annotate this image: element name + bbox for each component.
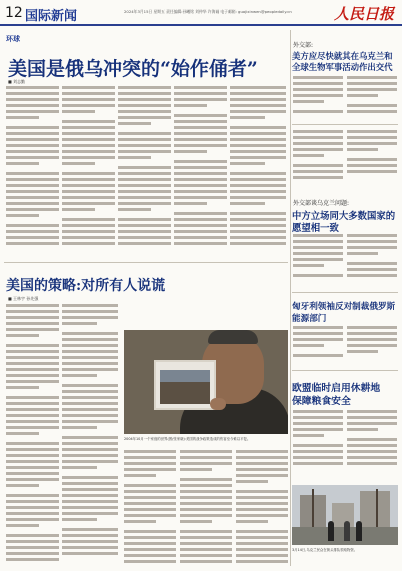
photo-caption: 2004年10月一个家庭的世界(图/张家晓):美国的战争政策造成的伤害至今难以平复。: [124, 437, 251, 441]
sidebar-divider-2: [292, 292, 398, 293]
article1-text-col2: [62, 86, 115, 256]
sidebar-text-1b: [347, 76, 397, 120]
article1-text-col1: [6, 86, 59, 256]
held-photograph: [154, 360, 216, 410]
sidebar-text-1a: [293, 76, 343, 120]
article2-byline: ■ 王林宇 孙先强: [8, 296, 39, 301]
newspaper-logo: 人民日报: [333, 5, 394, 23]
sidebar-label-2: 外交部谈乌克兰问题:: [293, 200, 350, 207]
sidebar-text-1c: [293, 130, 343, 194]
sidebar-text-4a: [293, 410, 343, 482]
article1-byline: ■ 刘志勤: [8, 79, 26, 84]
sidebar-photo-caption: 3月14日,乌克兰民众在街头排队领取物资。: [292, 548, 358, 552]
article2-text-col1: [6, 304, 59, 564]
article-divider: [4, 262, 288, 263]
page-number: 12: [5, 5, 23, 21]
article1-title: 美国是俄乌冲突的“始作俑者”: [8, 58, 258, 80]
sidebar-text-3a: [293, 326, 343, 366]
sidebar-text-1d: [347, 130, 397, 194]
sidebar-title-2b: 愿望相一致: [292, 223, 339, 234]
sidebar-title-4a: 欧盟临时启用休耕地: [292, 383, 381, 394]
sidebar-text-2b: [347, 234, 397, 288]
sidebar-title-3a: 匈牙利领袖反对制裁俄罗斯: [292, 302, 396, 312]
article2-title: 美国的策略:对所有人说谎: [6, 278, 166, 294]
sidebar-text-3b: [347, 326, 397, 366]
page-header: [0, 0, 402, 26]
global-tag: 环球: [6, 35, 20, 43]
sidebar-title-2a: 中方立场同大多数国家的: [292, 211, 396, 222]
sidebar-text-4b: [347, 410, 397, 482]
article1-text-col5: [230, 86, 286, 256]
sidebar-divider-1: [292, 124, 398, 125]
sidebar-label-1: 外交部:: [293, 42, 314, 49]
sidebar-text-2a: [293, 234, 343, 288]
sidebar-title-3b: 能源部门: [292, 314, 327, 324]
column-divider: [290, 30, 291, 566]
article2-photo: [124, 330, 288, 434]
sidebar-title-4b: 保障粮食安全: [292, 396, 351, 407]
sidebar-photo: [292, 485, 398, 545]
sidebar-title-1b: 全球生物军事活动作出交代: [292, 62, 393, 72]
sidebar-divider-3: [292, 370, 398, 371]
issue-meta: 2024年3月15日 星期五 责任编辑:孙曦铭 刘仲华 许海诚 电子邮箱: guojixinwen@peopledaily.cn: [124, 9, 292, 14]
article2-text-col3: [124, 450, 176, 564]
article2-text-col2: [62, 304, 118, 564]
article1-text-col4: [174, 86, 227, 256]
article1-text-col3: [118, 86, 171, 256]
section-title: 国际新闻: [25, 9, 78, 24]
article2-text-col5: [236, 450, 288, 564]
article2-text-col4: [180, 450, 232, 564]
sidebar-title-1a: 美方应尽快就其在乌克兰和: [292, 51, 393, 61]
